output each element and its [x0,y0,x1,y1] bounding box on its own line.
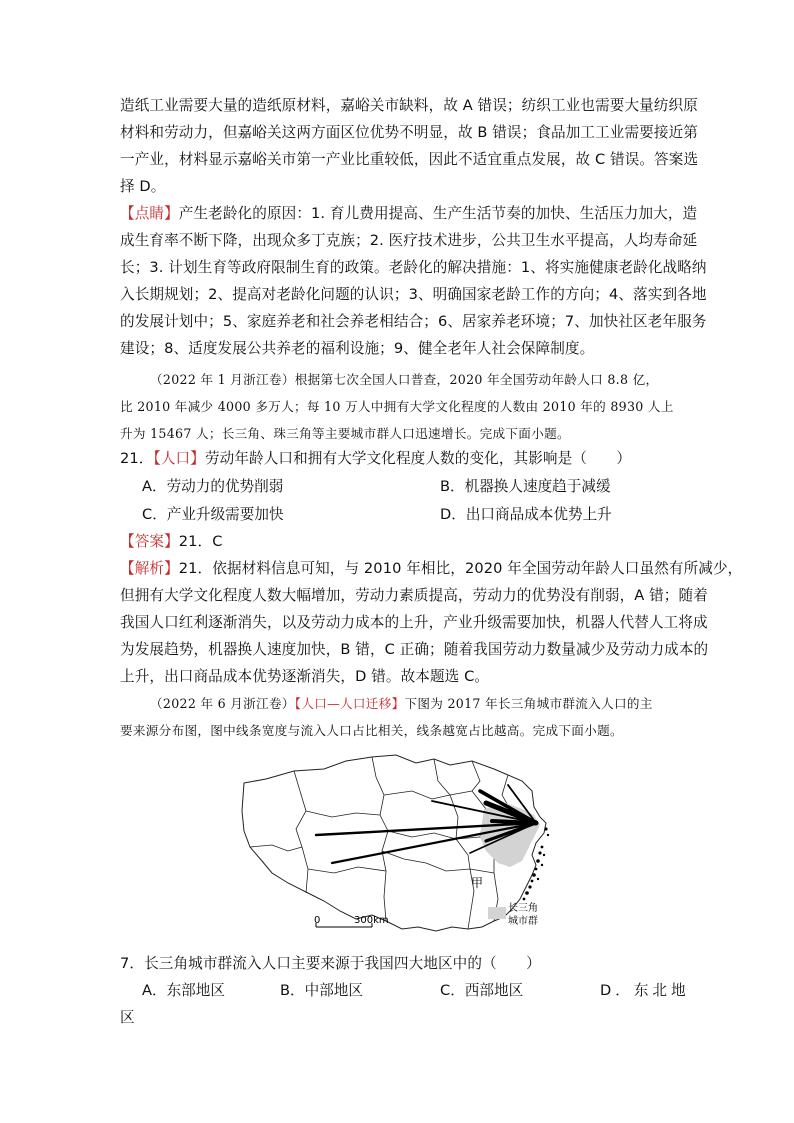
option-c: C．西部地区 [440,982,524,999]
question-number: 21． [120,450,154,467]
text-line: 造纸工业需要大量的造纸原材料，嘉峪关市缺料，故 A 错误；纺织工业也需要大量纺织原 [120,97,698,114]
question-21-stem [120,449,631,469]
flow-line [492,821,536,823]
answer-text: 21．C [178,533,223,550]
material-line [150,695,653,713]
dianjing-tag: 【点睛】 [120,205,179,222]
material-source: （2022 年 6 月浙江卷） [150,696,295,711]
material-line: 要来源分布图，图中线条宽度与流入人口占比相关，线条越宽占比越高。完成下面小题。 [120,723,623,738]
dianjing-line [120,204,697,224]
material-line: （2022 年 1 月浙江卷）根据第七次全国人口普查，2020 年全国劳动年龄人口 8.8 亿， [150,372,659,387]
legend-label: 城市群 [508,916,538,927]
question-7-stem: 7．长三角城市群流入人口主要来源于我国四大地区中的（ ） [120,955,541,972]
material-line: 比 2010 年减少 4000 多万人；每 10 万人中拥有大学文化程度的人数由 2010 年的 8930 人上 [120,399,674,414]
topic-tag: 【人口—人口迁移】 [294,696,405,711]
analysis-tag: 【解析】 [120,560,179,577]
answer-line [120,532,223,552]
option-d: D．东北地 [600,982,690,999]
topic-tag: 【人口】 [153,450,205,467]
legend-label: 长三角 [508,903,538,914]
scale-value: 300km [354,915,389,926]
answer-tag: 【答案】 [120,533,179,550]
migration-map [236,751,576,937]
text-line: 择 D。 [120,178,166,195]
option-a: A．劳动力的优势削弱 [142,478,284,495]
legend-swatch [488,907,506,919]
text-line: 成生育率不断下降，出现众多丁克族；2. 医疗技术进步，公共卫生水平提高，人均寿命延 [120,232,698,249]
text-line: 为发展趋势，机器换人速度加快，B 错，C 正确；随着我国劳动力数量减少及劳动力成本的 [120,641,709,658]
text-line: 我国人口红利逐渐消失，以及劳动力成本的上升，产业升级需要加快，机器人代替人工将成 [120,614,708,631]
stem-text: 劳动年龄人口和拥有大学文化程度人数的变化，其影响是（ ） [204,450,632,467]
text-line: 入长期规划；2、提高对老龄化问题的认识；3、明确国家老龄工作的方向；4、落实到各地 [120,286,707,303]
material-line: 升为 15467 人；长三角、珠三角等主要城市群人口迅速增长。完成下面小题。 [120,426,570,441]
text-span: 21．依据材料信息可知，与 2010 年相比，2020 年全国劳动年龄人口虽然有所减少， [178,560,743,577]
text-line: 长；3. 计划生育等政府限制生育的政策。老龄化的解决措施：1、将实施健康老龄化战略纳 [120,259,707,276]
text-line: 材料和劳动力，但嘉峪关这两方面区位优势不明显，故 B 错误；食品加工工业需要接近第 [120,124,698,141]
text-line: 上升，出口商品成本优势逐渐消失，D 错。故本题选 C。 [120,668,490,685]
option-b: B．中部地区 [280,982,363,999]
option-d-wrap: 区 [120,1009,135,1026]
analysis-line [120,559,742,579]
option-b: B．机器换人速度趋于减缓 [440,478,611,495]
label-jia: 甲 [471,876,484,890]
text-line: 建设；8、适度发展公共养老的福利设施；9、健全老年人社会保障制度。 [120,340,595,357]
text-line: 但拥有大学文化程度人数大幅增加，劳动力素质提高，劳动力的优势没有削弱，A 错；随着 [120,587,708,604]
option-c: C．产业升级需要加快 [142,506,284,523]
text-line: 一产业，材料显示嘉峪关市第一产业比重较低，因此不适宜重点发展，故 C 错误。答案选 [120,151,699,168]
text-span: 下图为 2017 年长三角城市群流入人口的主 [404,696,653,711]
option-a: A．东部地区 [142,982,225,999]
text-span: 产生老龄化的原因：1. 育儿费用提高、生产生活节奏的加快、生活压力加大，造 [178,205,698,222]
text-line: 的发展计划中；5、家庭养老和社会养老相结合；6、居家养老环境；7、加快社区老年服务 [120,313,707,330]
scale-zero: 0 [314,915,321,926]
map-svg [236,751,576,937]
option-d: D．出口商品成本优势上升 [440,506,612,523]
